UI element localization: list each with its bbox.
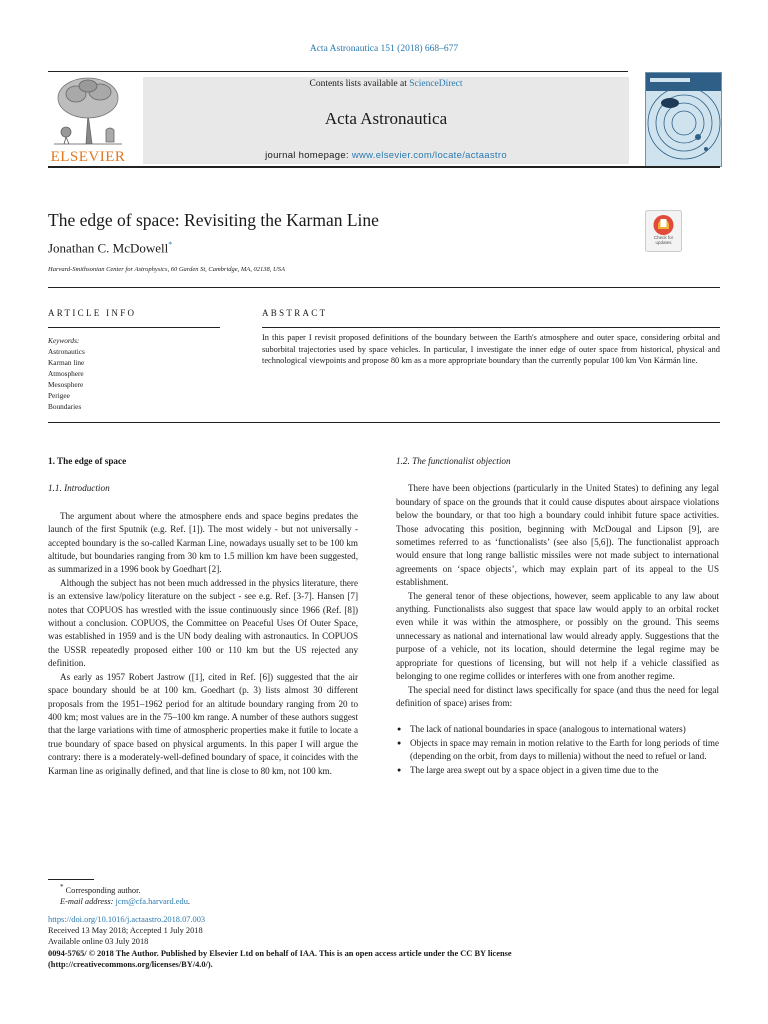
keyword: Atmosphere — [48, 369, 84, 378]
journal-citation[interactable]: Acta Astronautica 151 (2018) 668–677 — [309, 44, 459, 54]
affiliation: Harvard-Smithsonian Center for Astrophysics, 60 Garden St, Cambridge, MA, 02138, USA — [48, 266, 285, 273]
journal-cover-icon — [646, 73, 721, 166]
section-heading: 1. The edge of space — [48, 456, 127, 466]
header-top-rule — [48, 71, 628, 72]
corresponding-footnote — [48, 882, 608, 896]
keyword: Boundaries — [48, 402, 82, 411]
abstract-sub-rule — [262, 327, 720, 328]
check-for-updates-badge[interactable] — [645, 210, 682, 252]
info-sub-rule — [48, 327, 220, 328]
check-for-updates-icon — [645, 210, 682, 252]
keywords-label: Keywords: — [48, 336, 80, 345]
footnote-mark: * — [60, 883, 64, 891]
corresponding-label: Corresponding author. — [65, 885, 141, 895]
author-name: Jonathan C. McDowell — [48, 240, 169, 256]
keyword: Astronautics — [48, 347, 85, 356]
subsection-heading: 1.2. The functionalist objection — [396, 456, 511, 466]
footnote-rule — [48, 879, 94, 880]
keyword: Karman line — [48, 358, 85, 367]
bullet-item: ● The large area swept out by a space object in a given time due to the — [396, 764, 719, 777]
journal-homepage-line — [143, 150, 629, 161]
bullet-list — [396, 723, 719, 777]
bullet-item: ● The lack of national boundaries in space (analogous to international waters) — [396, 723, 719, 736]
keyword: Mesosphere — [48, 380, 84, 389]
doi-link[interactable]: https://doi.org/10.1016/j.actaastro.2018.07.003 — [48, 914, 206, 924]
subsection-heading: 1.1. Introduction — [48, 483, 110, 494]
elsevier-wordmark: ELSEVIER — [50, 149, 126, 165]
journal-cover-thumbnail[interactable] — [645, 72, 722, 167]
paragraph: The special need for distinct laws specifically for space (and thus the need for legal definition of space) arises from: — [396, 684, 719, 708]
elsevier-tree-icon — [48, 74, 128, 148]
homepage-link[interactable]: www.elsevier.com/locate/actaastro — [351, 150, 507, 161]
received-dates: Received 13 May 2018; Accepted 1 July 2018 — [48, 926, 203, 936]
info-top-rule — [48, 287, 720, 288]
paragraph: The argument about where the atmosphere ends and space begins predates the launch of the first Sputnik (e.g. Ref. [1]). The most widely - but not universally - accepted boundary is the so-called Karman Line, nowadays usually set to be 100 km altitude, but boundaries ranging from 30 km to 1.5 million km have been suggested, as summarized in a 1996 book by Goedhart [2]. — [48, 510, 358, 575]
header-bottom-rule — [48, 166, 720, 168]
email-footnote: E-mail address: jcm@cfa.harvard.edu. — [60, 897, 190, 907]
keyword: Perigee — [48, 391, 70, 400]
right-column — [396, 455, 719, 777]
footnotes — [48, 882, 608, 971]
homepage-label: journal homepage: — [265, 150, 352, 161]
email-link[interactable]: jcm@cfa.harvard.edu — [115, 897, 188, 907]
journal-title: Acta Astronautica — [324, 109, 448, 128]
license-url: (http://creativecommons.org/licenses/BY/4.0/). — [48, 960, 213, 970]
bullet-item: ● Objects in space may remain in motion relative to the Earth for long periods of time (depending on the orbit, from days to millenia) without the need to refuel or land. — [396, 737, 719, 764]
elsevier-logo[interactable] — [48, 74, 128, 166]
email-label: E-mail address: — [60, 897, 116, 907]
sciencedirect-link[interactable]: ScienceDirect — [409, 79, 463, 89]
license-line: 0094-5765/ © 2018 The Author. Published by Elsevier Ltd on behalf of IAA. This is an open access article under the CC BY license — [48, 948, 512, 958]
abstract-heading: ABSTRACT — [262, 308, 328, 318]
abstract-bottom-rule — [48, 422, 720, 423]
corresponding-author-mark[interactable]: * — [168, 240, 173, 249]
contents-line — [143, 79, 629, 89]
check-for-updates-label: Check for updates — [653, 235, 674, 245]
left-column — [48, 455, 358, 778]
paragraph: Although the subject has not been much addressed in the physics literature, there is an extensive law/policy literature on the subject - see e.g. Ref. [3-7]. Hansen [7] notes that COPUOS has wrestled with the issue continuously since 1966 (Ref. [8]) without a conclusion. COPUOS, the Committee on Peaceful Uses Of Outer Space, was established in 1959 and is the UN body dealing with astronautics. In COPUOS the USSR repeatedly proposed either 100 or 110 km but the US rejected any definition. — [48, 577, 358, 669]
article-info-heading: ARTICLE INFO — [48, 308, 137, 318]
abstract-text: In this paper I revisit proposed definitions of the boundary between the Earth's atmosphere and outer space, considering orbital and suborbital trajectories used by space vehicles. In particular, I investigate the inner edge of outer space from historical, physical and technological viewpoints and propose 80 km as a more appropriate boundary than the currently popular 100 km Von Kármán line. — [262, 333, 720, 366]
author-line — [48, 240, 172, 256]
keywords-block — [48, 335, 218, 412]
paragraph: There have been objections (particularly in the United States) to defining any legal boundary of space on the grounds that it could cause disputes about airspace violations below the boundary, or that too high a boundary could inhibit future space activities. Those advocating this position, beginning with McDougal and Lipson [9], are sometimes referred to as ‘functionalists’ (see also [5,6]). The functionalist approach would ensure that long range ballistic missiles were not made subject to international agreements on ‘space objects’, which may explain part of its appeal to the US establishment. — [396, 483, 719, 588]
article-title: The edge of space: Revisiting the Karman Line — [48, 210, 379, 230]
paragraph: As early as 1957 Robert Jastrow ([1], cited in Ref. [6]) suggested that the air space boundary should be at 100 km. Goedhart (p. 3) lists almost 30 different proposals from the 1951–1962 period for an altitude boundary ranging from 20 to 400 km; most values are in the 75–100 km range. A number of these authors suggest that the large variations with time of atmospheric properties make it futile to locate a true boundary of space based on physical arguments. In this paper I will argue the contrary: there is a moderately-well-defined boundary of space, it coincides with the Karman line as originally defined, and that line is close to 80 km, not 100 km. — [48, 671, 358, 776]
paragraph: The general tenor of these objections, however, seem applicable to any law about anything. Functionalists also suggest that space law would apply to an orbital rocket even while it was within the atmosphere, or possibly on the ground. This seems unnecessary as national and international law would already apply. Suggestions that the purpose of a vehicle, not its location, should determine the legal regime may be appropriate for questions of licensing, but will not help if a vehicle classified as belonging to one regime collides or interferes with one from another regime. — [396, 590, 719, 682]
available-online: Available online 03 July 2018 — [48, 937, 149, 947]
contents-prefix: Contents lists available at — [309, 79, 410, 89]
